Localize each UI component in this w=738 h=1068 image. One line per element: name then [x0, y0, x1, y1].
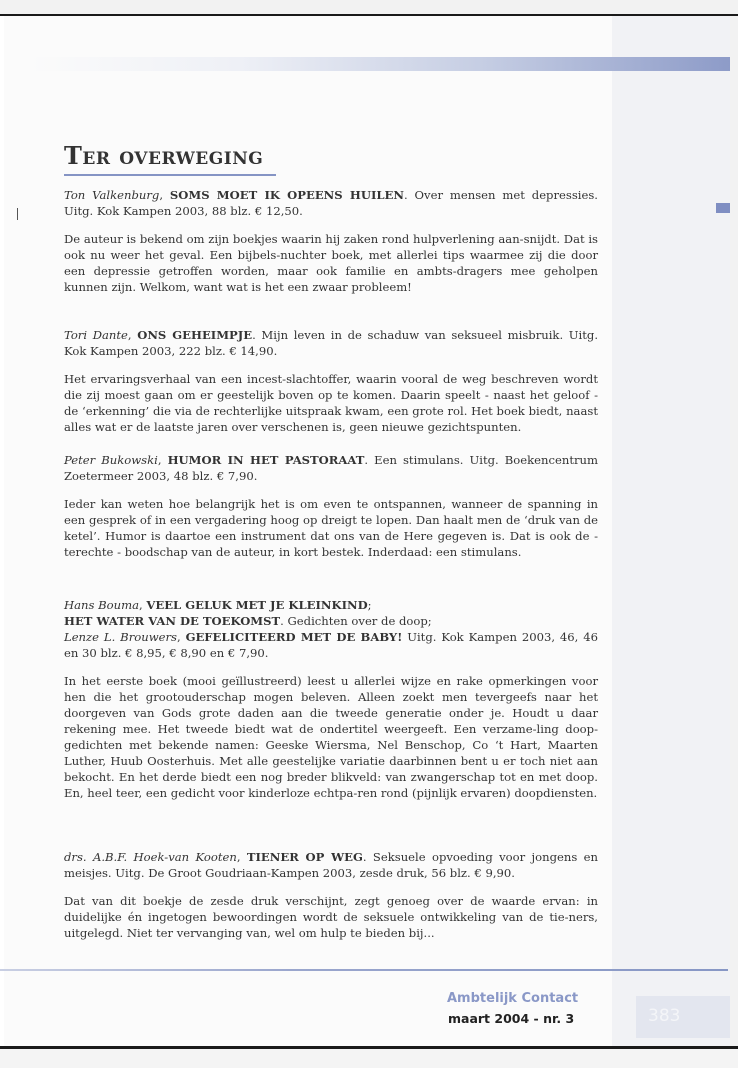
review-details: . Over mensen met depressies. Uitg. Kok Kampen 2003, 88 blz. € 12,50. [64, 188, 598, 218]
review-details-2: . Gedichten over de doop; [280, 614, 432, 628]
margin-tick [17, 208, 18, 220]
page-right-edge [730, 16, 738, 1046]
review-citation: Ton Valkenburg, SOMS MOET IK OPEENS HUILEN. Over mensen met depressies. Uitg. Kok Kampen 2003, 88 blz. € 12,50. [64, 188, 598, 218]
review-author-3: Lenze L. Brouwers [64, 630, 177, 644]
scan-background-bottom [0, 1049, 738, 1068]
review-book-title: TIENER OP WEG [246, 850, 363, 864]
review-book-title: HUMOR IN HET PASTORAAT [167, 453, 365, 467]
review-details: . Mijn leven in de schaduw van seksueel misbruik. Uitg. Kok Kampen 2003, 222 blz. € 14,90. [64, 328, 599, 358]
review-citation: drs. A.B.F. Hoek-van Kooten, TIENER OP WEG. Seksuele opvoeding voor jongens en meisjes. Uitg. De Groot Goudriaan-Kampen 2003, zesde druk, 56 blz. € 9,90. [64, 850, 598, 880]
review-2 [64, 327, 598, 435]
section-heading: Ter overweging [64, 141, 264, 170]
review-details: . Seksuele opvoeding voor jongens en meisjes. Uitg. De Groot Goudriaan-Kampen 2003, zesde druk, 56 blz. € 9,90. [64, 850, 598, 880]
review-4 [64, 597, 598, 801]
review-book-title: SOMS MOET IK OPEENS HUILEN [169, 188, 404, 202]
heading-underline [64, 174, 276, 176]
review-5 [64, 849, 598, 941]
top-accent-bar [30, 57, 730, 71]
review-citation: Tori Dante, ONS GEHEIMPJE. Mijn leven in de schaduw van seksueel misbruik. Uitg. Kok Kampen 2003, 222 blz. € 14,90. [64, 328, 599, 358]
review-body: In het eerste boek (mooi geïllustreerd) leest u allerlei wijze en rake opmerkingen voor hen die het grootouderschap mogen beleven. Alleen zoekt men tevergeefs naar het doorgeven van Gods grote daden aan die tweede generatie onder je. Houdt u daar rekening mee. Het tweede biedt wat de ondertitel weergeeft. Een verzame-ling doop-gedichten met bekende namen: Geeske Wiersma, Nel Benschop, Co ‘t Hart, Maarten Luther, Huub Oosterhuis. Met alle geestelijke variatie daarbinnen bent u er toch niet aan bekocht. En het derde biedt een nog breder blikveld: van zwangerschap tot en met doop. En, heel teer, een gedicht voor kinderloze echtpa-ren rond (pijnlijk ervaren) doopdiensten. [64, 674, 598, 800]
footer-issue: maart 2004 - nr. 3 [448, 1011, 575, 1026]
review-author: Tori Dante [64, 328, 128, 342]
review-citation: Peter Bukowski, HUMOR IN HET PASTORAAT. Een stimulans. Uitg. Boekencentrum Zoetermeer 2003, 48 blz. € 7,90. [64, 453, 598, 483]
review-author: drs. A.B.F. Hoek-van Kooten [64, 850, 237, 864]
review-3 [64, 452, 598, 560]
review-book-title: ONS GEHEIMPJE [137, 328, 253, 342]
review-author: Peter Bukowski [64, 453, 158, 467]
review-details: ; [367, 598, 372, 612]
review-body: Het ervaringsverhaal van een incest-slachtoffer, waarin vooral de weg beschreven wordt die zij moest gaan om er geestelijk boven op te komen. Daarin speelt - naast het geloof - de ‘erkenning’ die via de rechterlijke uitspraak kwam, een grote rol. Het boek biedt, naast alles wat er de laatste jaren over verschenen is, geen nieuwe gezichtspunten. [64, 372, 598, 434]
review-citation: Hans Bouma, VEEL GELUK MET JE KLEINKIND; HET WATER VAN DE TOEKOMST. Gedichten over de doop; Lenze L. Brouwers, GEFELICITEERD MET DE BABY! Uitg. Kok Kampen 2003, 46, 46 en 30 blz. € 8,95, € 8,90 en € 7,90. [64, 598, 598, 660]
sidebar-column [612, 16, 730, 1046]
review-1 [64, 187, 598, 295]
review-book-title-3: GEFELICITEERD MET DE BABY! [185, 630, 403, 644]
review-book-title: VEEL GELUK MET JE KLEINKIND [146, 598, 368, 612]
review-details: . Een stimulans. Uitg. Boekencentrum Zoetermeer 2003, 48 blz. € 7,90. [64, 453, 598, 483]
section-tab-marker [716, 203, 730, 213]
review-author: Ton Valkenburg [64, 188, 160, 202]
scan-background-top [0, 0, 738, 14]
footer-rule [0, 969, 728, 971]
review-author: Hans Bouma [64, 598, 139, 612]
review-body: Ieder kan weten hoe belangrijk het is om even te ontspannen, wanneer de spanning in een gesprek of in een vergadering hoog op dreigt te lopen. Dan haalt men de ‘druk van de ketel’. Humor is daartoe een instrument dat ons van de Here gegeven is. Dat is ook de - terechte - boodschap van de auteur, in kort bestek. Inderdaad: een stimulans. [64, 497, 598, 559]
review-body: Dat van dit boekje de zesde druk verschijnt, zegt genoeg over de waarde ervan: in duidelijke én ingetogen bewoordingen wordt de seksuele ontwikkeling van de tie-ners, uitgelegd. Niet ter vervanging van, wel om hulp te bieden bij... [64, 894, 598, 940]
page-number: 383 [648, 1006, 681, 1026]
review-book-title-2: HET WATER VAN DE TOEKOMST [64, 614, 281, 628]
review-details-3: Uitg. Kok Kampen 2003, 46, 46 en 30 blz. € 8,95, € 8,90 en € 7,90. [64, 630, 598, 660]
review-body: De auteur is bekend om zijn boekjes waarin hij zaken rond hulpverlening aan-snijdt. Dat is ook nu weer het geval. Een bijbels-nuchter boek, met allerlei tips waarmee zij die door een depressie getroffen worden, maar ook familie en ambts-dragers mee geholpen kunnen zijn. Welkom, want wat is het een zwaar probleem! [64, 232, 598, 294]
footer-magazine-name: Ambtelijk Contact [447, 991, 579, 1006]
